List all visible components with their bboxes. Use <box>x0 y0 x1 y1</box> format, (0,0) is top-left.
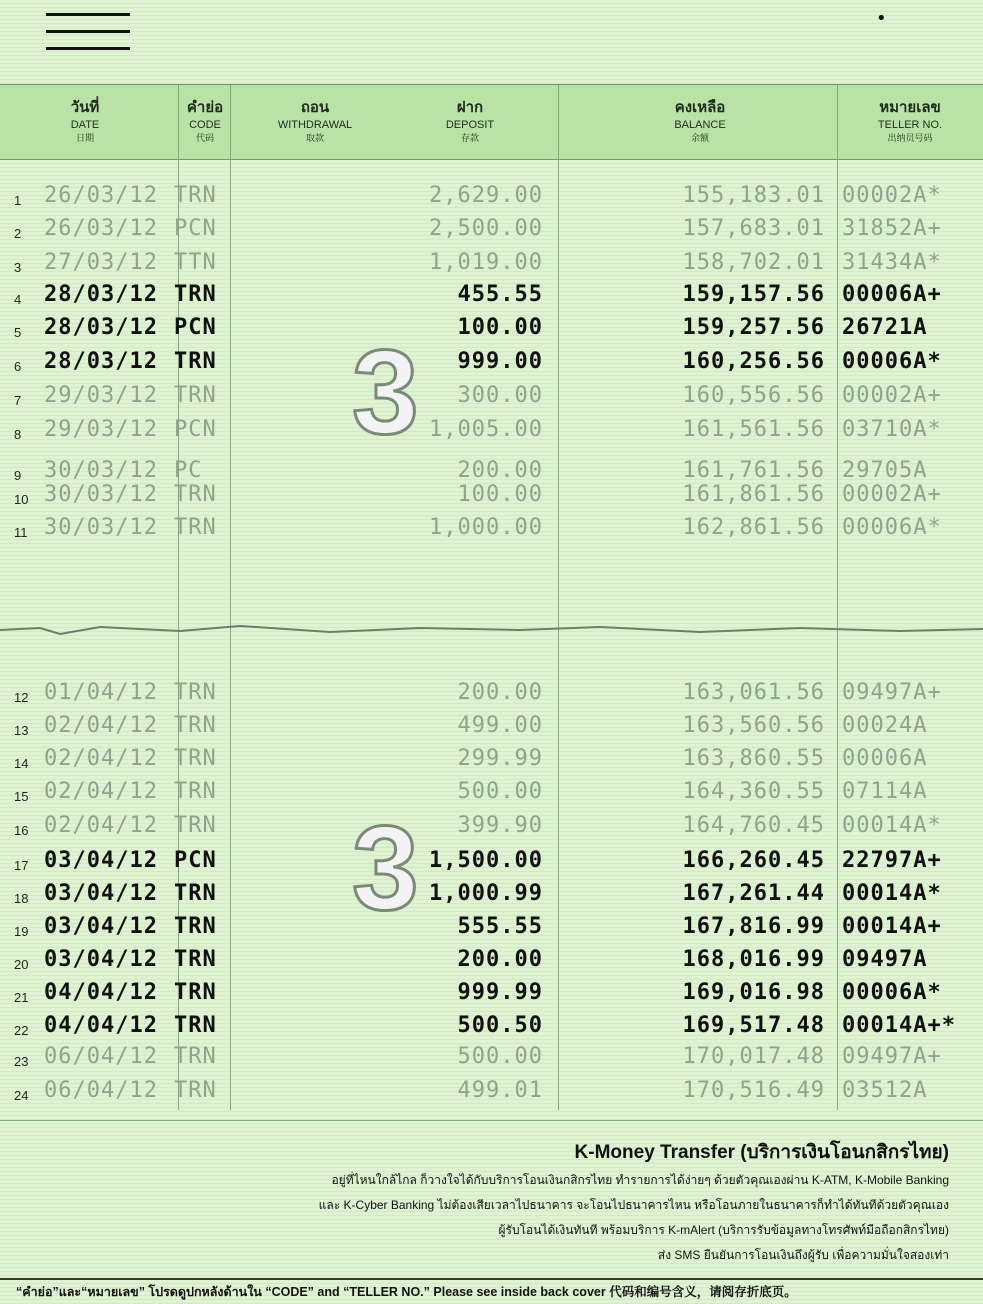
row-teller: 03710A* <box>842 417 942 442</box>
row-number: 5 <box>14 325 22 340</box>
row-date: 28/03/12 <box>44 315 158 340</box>
deposit-header: ฝาก DEPOSIT 存款 <box>445 99 495 143</box>
row-number: 24 <box>14 1088 29 1103</box>
row-teller: 09497A+ <box>842 1044 942 1069</box>
row-date: 26/03/12 <box>44 183 158 208</box>
row-date: 29/03/12 <box>44 383 158 408</box>
row-number: 15 <box>14 789 29 804</box>
row-number: 19 <box>14 924 29 939</box>
row-code: TRN <box>174 914 217 939</box>
row-teller: 00006A* <box>842 515 942 540</box>
row-deposit: 500.00 <box>457 1044 543 1069</box>
row-deposit: 455.55 <box>457 282 543 307</box>
row-code: TRN <box>174 713 217 738</box>
row-number: 2 <box>14 226 22 241</box>
row-code: TRN <box>174 746 217 771</box>
row-balance: 163,061.56 <box>682 680 825 705</box>
row-number: 23 <box>14 1054 29 1069</box>
row-teller: 00014A+ <box>842 914 942 939</box>
column-divider <box>837 85 838 1110</box>
row-number: 14 <box>14 756 29 771</box>
row-balance: 170,017.48 <box>682 1044 825 1069</box>
row-number: 3 <box>14 260 22 275</box>
menu-icon[interactable] <box>46 13 130 59</box>
row-balance: 162,861.56 <box>682 515 825 540</box>
row-number: 18 <box>14 891 29 906</box>
row-teller: 29705A <box>842 458 928 483</box>
row-balance: 159,157.56 <box>682 282 825 307</box>
row-balance: 164,760.45 <box>682 813 825 838</box>
row-number: 11 <box>14 525 28 540</box>
row-deposit: 1,019.00 <box>429 250 543 275</box>
row-teller: 00006A* <box>842 980 942 1005</box>
row-number: 22 <box>14 1023 29 1038</box>
row-code: TTN <box>174 250 217 275</box>
row-teller: 00002A+ <box>842 482 942 507</box>
date-header: วันที่ DATE 日期 <box>70 99 100 143</box>
code-header: คำย่อ CODE 代码 <box>186 99 224 143</box>
row-teller: 00014A* <box>842 881 942 906</box>
row-date: 29/03/12 <box>44 417 158 442</box>
row-deposit: 2,500.00 <box>429 216 543 241</box>
page-mark: 3 <box>352 801 419 935</box>
row-number: 8 <box>14 427 22 442</box>
row-balance: 170,516.49 <box>682 1078 825 1103</box>
footer-note: “คำย่อ”และ“หมายเลข” โปรดดูปกหลังด้านใน “CODE” and “TELLER NO.” Please see inside back cover 代码和编号含义，请阅存折底页。 <box>0 1278 983 1304</box>
row-deposit: 299.99 <box>457 746 543 771</box>
row-date: 06/04/12 <box>44 1044 158 1069</box>
row-balance: 168,016.99 <box>682 947 825 972</box>
promo-section <box>0 1120 983 1285</box>
row-balance: 167,261.44 <box>682 881 825 906</box>
row-number: 16 <box>14 823 29 838</box>
row-code: TRN <box>174 183 217 208</box>
row-teller: 00006A+ <box>842 282 942 307</box>
row-code: TRN <box>174 980 217 1005</box>
row-date: 04/04/12 <box>44 980 158 1005</box>
row-code: TRN <box>174 1013 217 1038</box>
row-deposit: 2,629.00 <box>429 183 543 208</box>
row-date: 02/04/12 <box>44 713 158 738</box>
row-teller: 00002A+ <box>842 383 942 408</box>
row-code: TRN <box>174 1044 217 1069</box>
ink-dot: • <box>876 8 887 29</box>
row-code: TRN <box>174 515 217 540</box>
promo-line: และ K-Cyber Banking ไม่ต้องเสียเวลาไปธนาคาร จะโอนไปธนาคารไหน หรือโอนภายในธนาคารก็ทำได้ทันทีด้วยตัวคุณเอง <box>318 1198 949 1212</box>
row-date: 02/04/12 <box>44 813 158 838</box>
row-deposit: 500.00 <box>457 779 543 804</box>
row-balance: 169,517.48 <box>682 1013 825 1038</box>
row-date: 03/04/12 <box>44 848 158 873</box>
row-date: 02/04/12 <box>44 746 158 771</box>
row-teller: 00024A <box>842 713 928 738</box>
row-balance: 169,016.98 <box>682 980 825 1005</box>
row-number: 13 <box>14 723 29 738</box>
row-code: TRN <box>174 383 217 408</box>
row-teller: 26721A <box>842 315 928 340</box>
row-date: 26/03/12 <box>44 216 158 241</box>
row-teller: 09497A <box>842 947 928 972</box>
row-deposit: 1,500.00 <box>429 848 543 873</box>
row-teller: 07114A <box>842 779 928 804</box>
row-teller: 22797A+ <box>842 848 942 873</box>
promo-title: K-Money Transfer (บริการเงินโอนกสิกรไทย) <box>574 1142 949 1163</box>
row-balance: 159,257.56 <box>682 315 825 340</box>
row-code: TRN <box>174 813 217 838</box>
row-deposit: 499.00 <box>457 713 543 738</box>
row-code: TRN <box>174 680 217 705</box>
row-date: 03/04/12 <box>44 947 158 972</box>
row-date: 03/04/12 <box>44 914 158 939</box>
row-teller: 00002A* <box>842 183 942 208</box>
withdrawal-header: ถอน WITHDRAWAL 取款 <box>277 99 353 143</box>
row-number: 1 <box>14 193 22 208</box>
row-code: TRN <box>174 482 217 507</box>
row-date: 04/04/12 <box>44 1013 158 1038</box>
row-teller: 00014A* <box>842 813 942 838</box>
row-balance: 163,560.56 <box>682 713 825 738</box>
row-code: TRN <box>174 349 217 374</box>
row-number: 4 <box>14 292 22 307</box>
row-date: 28/03/12 <box>44 349 158 374</box>
row-number: 9 <box>14 468 22 483</box>
row-code: TRN <box>174 1078 217 1103</box>
row-date: 27/03/12 <box>44 250 158 275</box>
row-deposit: 1,005.00 <box>429 417 543 442</box>
row-number: 17 <box>14 858 29 873</box>
row-deposit: 200.00 <box>457 458 543 483</box>
row-deposit: 200.00 <box>457 947 543 972</box>
row-deposit: 200.00 <box>457 680 543 705</box>
row-code: TRN <box>174 282 217 307</box>
row-teller: 31434A* <box>842 250 942 275</box>
row-balance: 161,761.56 <box>682 458 825 483</box>
promo-line: ผู้รับโอนได้เงินทันที พร้อมบริการ K-mAlert (บริการรับข้อมูลทางโทรศัพท์มือถือกสิกรไทย) <box>498 1223 949 1237</box>
row-code: TRN <box>174 779 217 804</box>
row-deposit: 100.00 <box>457 315 543 340</box>
row-code: TRN <box>174 947 217 972</box>
row-deposit: 999.99 <box>457 980 543 1005</box>
row-teller: 31852A+ <box>842 216 942 241</box>
row-deposit: 1,000.00 <box>429 515 543 540</box>
row-code: PC <box>174 458 203 483</box>
row-deposit: 100.00 <box>457 482 543 507</box>
row-code: TRN <box>174 881 217 906</box>
row-deposit: 300.00 <box>457 383 543 408</box>
page-mark: 3 <box>352 325 419 459</box>
row-number: 10 <box>14 492 29 507</box>
row-number: 7 <box>14 393 22 408</box>
row-balance: 160,556.56 <box>682 383 825 408</box>
row-balance: 163,860.55 <box>682 746 825 771</box>
row-balance: 167,816.99 <box>682 914 825 939</box>
row-teller: 09497A+ <box>842 680 942 705</box>
row-balance: 160,256.56 <box>682 349 825 374</box>
row-teller: 00014A+* <box>842 1013 956 1038</box>
row-balance: 157,683.01 <box>682 216 825 241</box>
row-date: 30/03/12 <box>44 515 158 540</box>
row-number: 12 <box>14 690 29 705</box>
row-deposit: 399.90 <box>457 813 543 838</box>
row-code: PCN <box>174 417 217 442</box>
row-date: 30/03/12 <box>44 458 158 483</box>
row-deposit: 1,000.99 <box>429 881 543 906</box>
row-date: 02/04/12 <box>44 779 158 804</box>
column-divider <box>230 85 231 1110</box>
row-number: 20 <box>14 957 29 972</box>
row-teller: 00006A <box>842 746 928 771</box>
row-balance: 166,260.45 <box>682 848 825 873</box>
row-deposit: 555.55 <box>457 914 543 939</box>
page-tear-line <box>0 618 983 642</box>
row-code: PCN <box>174 216 217 241</box>
balance-header: คงเหลือ BALANCE 余额 <box>674 99 726 143</box>
row-balance: 161,861.56 <box>682 482 825 507</box>
row-code: PCN <box>174 315 217 340</box>
row-number: 6 <box>14 359 22 374</box>
column-divider <box>558 85 559 1110</box>
row-balance: 158,702.01 <box>682 250 825 275</box>
row-date: 03/04/12 <box>44 881 158 906</box>
row-teller: 03512A <box>842 1078 928 1103</box>
teller-header: หมายเลข TELLER NO. 出纳员号码 <box>877 99 943 143</box>
table-header <box>0 84 983 160</box>
row-code: PCN <box>174 848 217 873</box>
row-date: 30/03/12 <box>44 482 158 507</box>
row-deposit: 500.50 <box>457 1013 543 1038</box>
row-balance: 164,360.55 <box>682 779 825 804</box>
promo-line: ส่ง SMS ยืนยันการโอนเงินถึงผู้รับ เพื่อความมั่นใจสองเท่า <box>657 1248 949 1262</box>
row-teller: 00006A* <box>842 349 942 374</box>
row-date: 06/04/12 <box>44 1078 158 1103</box>
row-deposit: 499.01 <box>457 1078 543 1103</box>
promo-line: อยู่ที่ไหนใกล้ไกล ก็วางใจได้กับบริการโอนเงินกสิกรไทย ทำรายการได้ง่ายๆ ด้วยตัวคุณเองผ่าน K-ATM, K-Mobile Banking <box>331 1173 949 1187</box>
row-balance: 155,183.01 <box>682 183 825 208</box>
row-date: 01/04/12 <box>44 680 158 705</box>
row-date: 28/03/12 <box>44 282 158 307</box>
row-balance: 161,561.56 <box>682 417 825 442</box>
row-number: 21 <box>14 990 29 1005</box>
row-deposit: 999.00 <box>457 349 543 374</box>
